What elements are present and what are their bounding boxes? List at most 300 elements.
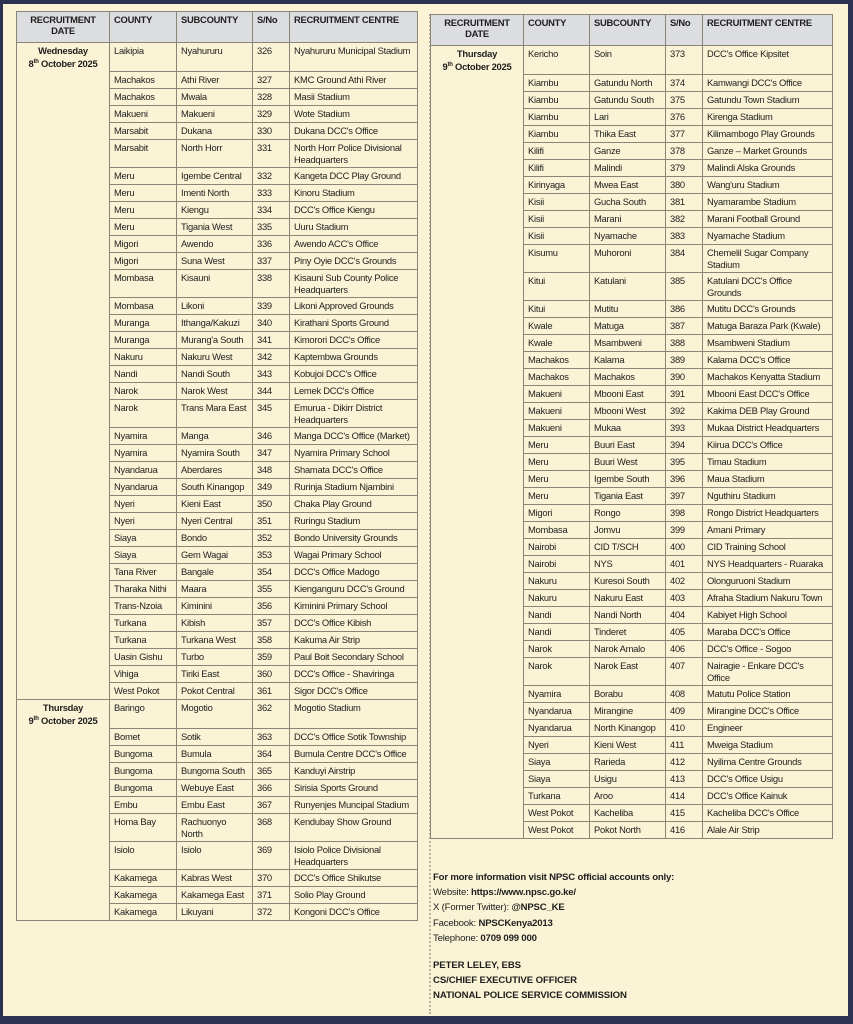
sno-cell: 410	[666, 720, 703, 737]
sno-cell: 356	[253, 598, 290, 615]
recruitment-centre-cell: Wang'uru Stadium	[703, 177, 833, 194]
subcounty-cell: Athi River	[177, 72, 253, 89]
recruitment-centre-cell: Olonguruoni Stadium	[703, 573, 833, 590]
recruitment-centre-cell: Mogotio Stadium	[290, 700, 418, 729]
date-suffix: th	[33, 58, 39, 65]
sno-cell: 396	[666, 471, 703, 488]
sno-cell: 331	[253, 140, 290, 168]
subcounty-cell: Usigu	[590, 771, 666, 788]
sno-cell: 363	[253, 729, 290, 746]
county-cell: West Pokot	[110, 683, 177, 700]
header-sno: S/No	[666, 15, 703, 46]
recruitment-centre-cell: Amani Primary	[703, 522, 833, 539]
sno-cell: 351	[253, 513, 290, 530]
subcounty-cell: Kisauni	[177, 270, 253, 298]
recruitment-centre-cell: DCC's Office Kibish	[290, 615, 418, 632]
subcounty-cell: Malindi	[590, 160, 666, 177]
subcounty-cell: Likoni	[177, 298, 253, 315]
sno-cell: 405	[666, 624, 703, 641]
sno-cell: 355	[253, 581, 290, 598]
sno-cell: 326	[253, 43, 290, 72]
recruitment-centre-cell: Piny Oyie DCC's Grounds	[290, 253, 418, 270]
sno-cell: 354	[253, 564, 290, 581]
county-cell: Kilifi	[524, 143, 590, 160]
recruitment-centre-cell: Afraha Stadium Nakuru Town	[703, 590, 833, 607]
recruitment-centre-cell: Kirenga Stadium	[703, 109, 833, 126]
date-suffix: th	[33, 715, 39, 722]
subcounty-cell: Gem Wagai	[177, 547, 253, 564]
recruitment-table-left	[16, 11, 418, 921]
county-cell: Kwale	[524, 318, 590, 335]
sno-cell: 348	[253, 462, 290, 479]
county-cell: Migori	[524, 505, 590, 522]
subcounty-cell: Ganze	[590, 143, 666, 160]
county-cell: Nandi	[110, 366, 177, 383]
subcounty-cell: Kiminini	[177, 598, 253, 615]
county-cell: Makueni	[110, 106, 177, 123]
county-cell: Machakos	[110, 72, 177, 89]
recruitment-centre-cell: KMC Ground Athi River	[290, 72, 418, 89]
county-cell: Homa Bay	[110, 814, 177, 842]
sno-cell: 346	[253, 428, 290, 445]
sno-cell: 368	[253, 814, 290, 842]
subcounty-cell: Nyamira South	[177, 445, 253, 462]
county-cell: Turkana	[110, 632, 177, 649]
recruitment-centre-cell: Nguthiru Stadium	[703, 488, 833, 505]
sno-cell: 395	[666, 454, 703, 471]
recruitment-centre-cell: North Horr Police Divisional Headquarters	[290, 140, 418, 168]
recruitment-centre-cell: Wagai Primary School	[290, 547, 418, 564]
recruitment-date-cell	[17, 700, 110, 921]
county-cell: Nairobi	[524, 556, 590, 573]
sno-cell: 362	[253, 700, 290, 729]
sno-cell: 336	[253, 236, 290, 253]
recruitment-centre-cell: Mweiga Stadium	[703, 737, 833, 754]
subcounty-cell: Pokot North	[590, 822, 666, 839]
county-cell: Kitui	[524, 301, 590, 318]
subcounty-cell: Buuri West	[590, 454, 666, 471]
subcounty-cell: Kabras West	[177, 870, 253, 887]
subcounty-cell: Bondo	[177, 530, 253, 547]
recruitment-centre-cell: Uuru Stadium	[290, 219, 418, 236]
county-cell: Vihiga	[110, 666, 177, 683]
recruitment-centre-cell: Nyamira Primary School	[290, 445, 418, 462]
recruitment-centre-cell: Mbooni East DCC's Office	[703, 386, 833, 403]
subcounty-cell: Aberdares	[177, 462, 253, 479]
header-sno: S/No	[253, 12, 290, 43]
county-cell: Bungoma	[110, 763, 177, 780]
sno-cell: 349	[253, 479, 290, 496]
county-cell: Nairobi	[524, 539, 590, 556]
county-cell: Meru	[110, 202, 177, 219]
recruitment-table-right	[430, 14, 833, 839]
county-cell: Kisii	[524, 194, 590, 211]
subcounty-cell: Kuresoi South	[590, 573, 666, 590]
subcounty-cell: Lari	[590, 109, 666, 126]
recruitment-centre-cell: Bumula Centre DCC's Office	[290, 746, 418, 763]
sno-cell: 369	[253, 842, 290, 870]
subcounty-cell: Webuye East	[177, 780, 253, 797]
subcounty-cell: Bungoma South	[177, 763, 253, 780]
table-row	[17, 700, 418, 729]
subcounty-cell: Manga	[177, 428, 253, 445]
recruitment-centre-cell: Masii Stadium	[290, 89, 418, 106]
county-cell: Turkana	[110, 615, 177, 632]
sno-cell: 344	[253, 383, 290, 400]
subcounty-cell: Tinderet	[590, 624, 666, 641]
subcounty-cell: Turbo	[177, 649, 253, 666]
recruitment-centre-cell: Kalama DCC's Office	[703, 352, 833, 369]
recruitment-centre-cell: Wote Stadium	[290, 106, 418, 123]
sno-cell: 404	[666, 607, 703, 624]
facebook-handle[interactable]: NPSCKenya2013	[478, 917, 553, 929]
subcounty-cell: Bangale	[177, 564, 253, 581]
header-recruitment-date: RECRUITMENT DATE	[17, 12, 110, 43]
subcounty-cell: Nakuru East	[590, 590, 666, 607]
county-cell: Narok	[110, 400, 177, 428]
date-day: Thursday	[456, 48, 498, 59]
subcounty-cell: Kibish	[177, 615, 253, 632]
sno-cell: 375	[666, 92, 703, 109]
county-cell: Kisii	[524, 211, 590, 228]
county-cell: Nyandarua	[110, 479, 177, 496]
sno-cell: 399	[666, 522, 703, 539]
sno-cell: 414	[666, 788, 703, 805]
sno-cell: 360	[253, 666, 290, 683]
facebook-label: Facebook:	[433, 917, 479, 929]
subcounty-cell: Soin	[590, 46, 666, 75]
recruitment-centre-cell: Kangeta DCC Play Ground	[290, 168, 418, 185]
recruitment-centre-cell: Rurinja Stadium Njambini	[290, 479, 418, 496]
recruitment-centre-cell: Kisauni Sub County Police Headquarters	[290, 270, 418, 298]
subcounty-cell: Kacheliba	[590, 805, 666, 822]
date-suffix: th	[447, 61, 453, 68]
recruitment-centre-cell: Mukaa District Headquarters	[703, 420, 833, 437]
county-cell: Nyamira	[110, 428, 177, 445]
subcounty-cell: Likuyani	[177, 904, 253, 921]
sno-cell: 387	[666, 318, 703, 335]
sno-cell: 359	[253, 649, 290, 666]
county-cell: Uasin Gishu	[110, 649, 177, 666]
recruitment-centre-cell: Matutu Police Station	[703, 686, 833, 703]
recruitment-centre-cell: Matuga Baraza Park (Kwale)	[703, 318, 833, 335]
county-cell: Siaya	[524, 754, 590, 771]
sno-cell: 394	[666, 437, 703, 454]
sno-cell: 335	[253, 219, 290, 236]
subcounty-cell: Maara	[177, 581, 253, 598]
county-cell: Migori	[110, 253, 177, 270]
subcounty-cell: Turkana West	[177, 632, 253, 649]
recruitment-centre-cell: DCC's Office Sotik Township	[290, 729, 418, 746]
county-cell: Makueni	[524, 386, 590, 403]
website-link[interactable]: https://www.npsc.go.ke/	[471, 887, 576, 899]
recruitment-centre-cell: Lemek DCC's Office	[290, 383, 418, 400]
recruitment-centre-cell: Bondo University Grounds	[290, 530, 418, 547]
recruitment-centre-cell: Rongo District Headquarters	[703, 505, 833, 522]
subcounty-cell: Suna West	[177, 253, 253, 270]
recruitment-centre-cell: Mirangine DCC's Office	[703, 703, 833, 720]
sno-cell: 397	[666, 488, 703, 505]
recruitment-centre-cell: Solio Play Ground	[290, 887, 418, 904]
county-cell: Makueni	[524, 420, 590, 437]
recruitment-centre-cell: DCC's Office - Sogoo	[703, 641, 833, 658]
sno-cell: 365	[253, 763, 290, 780]
subcounty-cell: Marani	[590, 211, 666, 228]
sno-cell: 361	[253, 683, 290, 700]
county-cell: Kakamega	[110, 904, 177, 921]
subcounty-cell: Kalama	[590, 352, 666, 369]
county-cell: Kilifi	[524, 160, 590, 177]
date-number: 8	[28, 57, 34, 69]
recruitment-centre-cell: Malindi Alska Grounds	[703, 160, 833, 177]
recruitment-centre-cell: Kabiyet High School	[703, 607, 833, 624]
contact-intro: For more information visit NPSC official accounts only:	[433, 872, 675, 883]
sno-cell: 366	[253, 780, 290, 797]
county-cell: Meru	[110, 168, 177, 185]
county-cell: Meru	[110, 219, 177, 236]
county-cell: Mombasa	[110, 270, 177, 298]
county-cell: Machakos	[110, 89, 177, 106]
sno-cell: 374	[666, 75, 703, 92]
county-cell: Meru	[524, 471, 590, 488]
recruitment-centre-cell: Kamwangi DCC's Office	[703, 75, 833, 92]
county-cell: Kericho	[524, 46, 590, 75]
sno-cell: 416	[666, 822, 703, 839]
sno-cell: 358	[253, 632, 290, 649]
county-cell: West Pokot	[524, 822, 590, 839]
sno-cell: 347	[253, 445, 290, 462]
subcounty-cell: Thika East	[590, 126, 666, 143]
county-cell: Nyeri	[110, 496, 177, 513]
county-cell: Nandi	[524, 624, 590, 641]
recruitment-centre-cell: DCC's Office Kainuk	[703, 788, 833, 805]
sno-cell: 406	[666, 641, 703, 658]
sno-cell: 408	[666, 686, 703, 703]
subcounty-cell: Nakuru West	[177, 349, 253, 366]
subcounty-cell: Mbooni West	[590, 403, 666, 420]
subcounty-cell: Msambweni	[590, 335, 666, 352]
recruitment-centre-cell: Runyenjes Muncipal Stadium	[290, 797, 418, 814]
date-day: Thursday	[42, 702, 84, 713]
header-recruitment-centre: RECRUITMENT CENTRE	[290, 12, 418, 43]
recruitment-centre-cell: Isiolo Police Divisional Headquarters	[290, 842, 418, 870]
recruitment-centre-cell: Kongoni DCC's Office	[290, 904, 418, 921]
county-cell: Migori	[110, 236, 177, 253]
subcounty-cell: Gatundu North	[590, 75, 666, 92]
county-cell: Bomet	[110, 729, 177, 746]
subcounty-cell: Mwea East	[590, 177, 666, 194]
recruitment-centre-cell: Kendubay Show Ground	[290, 814, 418, 842]
recruitment-centre-cell: Chaka Play Ground	[290, 496, 418, 513]
recruitment-centre-cell: Msambweni Stadium	[703, 335, 833, 352]
subcounty-cell: Makueni	[177, 106, 253, 123]
subcounty-cell: Ithanga/Kakuzi	[177, 315, 253, 332]
subcounty-cell: Borabu	[590, 686, 666, 703]
recruitment-centre-cell: Manga DCC's Office (Market)	[290, 428, 418, 445]
recruitment-centre-cell: Kienganguru DCC's Ground	[290, 581, 418, 598]
signatory-organization: NATIONAL POLICE SERVICE COMMISSION	[433, 990, 627, 1001]
sno-cell: 377	[666, 126, 703, 143]
subcounty-cell: Rarieda	[590, 754, 666, 771]
sno-cell: 373	[666, 46, 703, 75]
subcounty-cell: Mirangine	[590, 703, 666, 720]
sno-cell: 339	[253, 298, 290, 315]
recruitment-centre-cell: Emurua - Dikirr District Headquarters	[290, 400, 418, 428]
subcounty-cell: NYS	[590, 556, 666, 573]
subcounty-cell: CID T/SCH	[590, 539, 666, 556]
subcounty-cell: Mutitu	[590, 301, 666, 318]
header-row	[17, 12, 418, 43]
telephone-label: Telephone:	[433, 932, 481, 944]
county-cell: Tana River	[110, 564, 177, 581]
recruitment-centre-cell: Kinoru Stadium	[290, 185, 418, 202]
sno-cell: 415	[666, 805, 703, 822]
county-cell: Meru	[524, 437, 590, 454]
county-cell: West Pokot	[524, 805, 590, 822]
county-cell: Meru	[110, 185, 177, 202]
county-cell: Turkana	[524, 788, 590, 805]
subcounty-cell: Nandi North	[590, 607, 666, 624]
sno-cell: 398	[666, 505, 703, 522]
sno-cell: 364	[253, 746, 290, 763]
county-cell: Mombasa	[524, 522, 590, 539]
header-row	[431, 15, 833, 46]
subcounty-cell: Kiengu	[177, 202, 253, 219]
sno-cell: 379	[666, 160, 703, 177]
recruitment-centre-cell: Kiirua DCC's Office	[703, 437, 833, 454]
date-day: Wednesday	[38, 45, 88, 56]
subcounty-cell: Aroo	[590, 788, 666, 805]
sno-cell: 350	[253, 496, 290, 513]
county-cell: Kirinyaga	[524, 177, 590, 194]
subcounty-cell: Gatundu South	[590, 92, 666, 109]
subcounty-cell: Tigania East	[590, 488, 666, 505]
header-recruitment-centre: RECRUITMENT CENTRE	[703, 15, 833, 46]
county-cell: Narok	[524, 641, 590, 658]
subcounty-cell: Mbooni East	[590, 386, 666, 403]
date-full	[435, 60, 519, 73]
recruitment-centre-cell: Marani Football Ground	[703, 211, 833, 228]
county-cell: Nakuru	[524, 573, 590, 590]
recruitment-centre-cell: Nairagie - Enkare DCC's Office	[703, 658, 833, 686]
county-cell: Kiambu	[524, 126, 590, 143]
x-label: X (Former Twitter):	[433, 902, 512, 914]
subcounty-cell: Murang'a South	[177, 332, 253, 349]
subcounty-cell: Nandi South	[177, 366, 253, 383]
sno-cell: 367	[253, 797, 290, 814]
sno-cell: 385	[666, 273, 703, 301]
sno-cell: 372	[253, 904, 290, 921]
sno-cell: 371	[253, 887, 290, 904]
recruitment-centre-cell: Shamata DCC's Office	[290, 462, 418, 479]
recruitment-centre-cell: Kakuma Air Strip	[290, 632, 418, 649]
county-cell: Bungoma	[110, 746, 177, 763]
recruitment-centre-cell: Chemelil Sugar Company Stadium	[703, 245, 833, 273]
county-cell: Baringo	[110, 700, 177, 729]
recruitment-centre-cell: Kanduyi Airstrip	[290, 763, 418, 780]
subcounty-cell: Mwala	[177, 89, 253, 106]
recruitment-centre-cell: Ganze – Market Grounds	[703, 143, 833, 160]
subcounty-cell: Narok East	[590, 658, 666, 686]
county-cell: Kakamega	[110, 870, 177, 887]
sno-cell: 400	[666, 539, 703, 556]
county-cell: Nakuru	[110, 349, 177, 366]
recruitment-centre-cell: Timau Stadium	[703, 454, 833, 471]
recruitment-centre-cell: Paul Boit Secondary School	[290, 649, 418, 666]
recruitment-centre-cell: Mutitu DCC's Grounds	[703, 301, 833, 318]
subcounty-cell: Embu East	[177, 797, 253, 814]
subcounty-cell: Mogotio	[177, 700, 253, 729]
subcounty-cell: Muhoroni	[590, 245, 666, 273]
subcounty-cell: Jomvu	[590, 522, 666, 539]
header-county: COUNTY	[524, 15, 590, 46]
sno-cell: 401	[666, 556, 703, 573]
subcounty-cell: Tigania West	[177, 219, 253, 236]
subcounty-cell: Narok West	[177, 383, 253, 400]
sno-cell: 392	[666, 403, 703, 420]
date-full	[21, 57, 105, 70]
subcounty-cell: Tiriki East	[177, 666, 253, 683]
sno-cell: 383	[666, 228, 703, 245]
subcounty-cell: Katulani	[590, 273, 666, 301]
contact-info	[433, 870, 674, 946]
subcounty-cell: Kieni East	[177, 496, 253, 513]
recruitment-centre-cell: Awendo ACC's Office	[290, 236, 418, 253]
county-cell: Mombasa	[110, 298, 177, 315]
sno-cell: 388	[666, 335, 703, 352]
subcounty-cell: Mukaa	[590, 420, 666, 437]
county-cell: Nyeri	[110, 513, 177, 530]
header-county: COUNTY	[110, 12, 177, 43]
county-cell: Machakos	[524, 352, 590, 369]
county-cell: Kisumu	[524, 245, 590, 273]
sno-cell: 378	[666, 143, 703, 160]
table-row	[17, 43, 418, 72]
subcounty-cell: North Kinangop	[590, 720, 666, 737]
date-full	[21, 714, 105, 727]
county-cell: Isiolo	[110, 842, 177, 870]
county-cell: Narok	[110, 383, 177, 400]
sno-cell: 391	[666, 386, 703, 403]
county-cell: Nyamira	[110, 445, 177, 462]
sno-cell: 381	[666, 194, 703, 211]
subcounty-cell: Bumula	[177, 746, 253, 763]
website-label: Website:	[433, 887, 472, 899]
recruitment-centre-cell: DCC's Office Usigu	[703, 771, 833, 788]
recruitment-centre-cell: NYS Headquarters - Ruaraka	[703, 556, 833, 573]
county-cell: Tharaka Nithi	[110, 581, 177, 598]
recruitment-centre-cell: Kobujoi DCC's Office	[290, 366, 418, 383]
signatory-title: CS/CHIEF EXECUTIVE OFFICER	[433, 975, 577, 986]
subcounty-cell: Pokot Central	[177, 683, 253, 700]
date-number: 9	[442, 60, 448, 72]
recruitment-centre-cell: DCC's Office Kipsitet	[703, 46, 833, 75]
recruitment-centre-cell: Sirisia Sports Ground	[290, 780, 418, 797]
recruitment-centre-cell: DCC's Office Madogo	[290, 564, 418, 581]
subcounty-cell: Nyamache	[590, 228, 666, 245]
county-cell: Embu	[110, 797, 177, 814]
header-subcounty: SUBCOUNTY	[590, 15, 666, 46]
date-month-year: October 2025	[41, 714, 98, 726]
sno-cell: 332	[253, 168, 290, 185]
subcounty-cell: North Horr	[177, 140, 253, 168]
x-handle[interactable]: @NPSC_KE	[511, 902, 565, 914]
sno-cell: 333	[253, 185, 290, 202]
sno-cell: 407	[666, 658, 703, 686]
recruitment-centre-cell: Sigor DCC's Office	[290, 683, 418, 700]
sno-cell: 330	[253, 123, 290, 140]
recruitment-centre-cell: Machakos Kenyatta Stadium	[703, 369, 833, 386]
